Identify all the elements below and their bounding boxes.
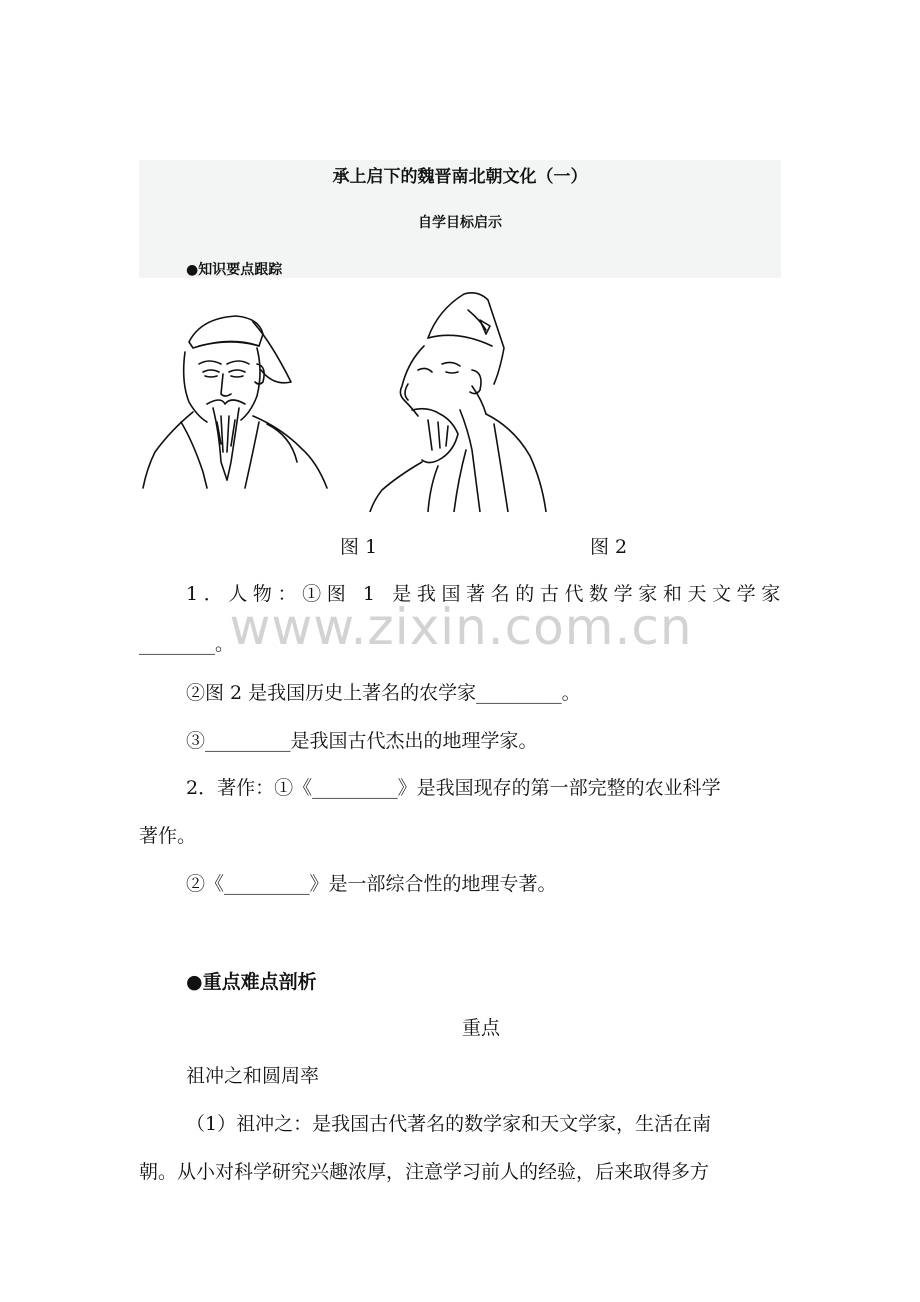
portrait-figure-2 <box>368 290 548 512</box>
question-2-line-1: 2．著作：①《_________》是我国现存的第一部完整的农业科学 <box>186 777 721 799</box>
question-1-line-2: ________。 <box>139 633 235 655</box>
question-2-line-2: 著作。 <box>139 825 197 847</box>
question-1-part-b: ②图 2 是我国历史上著名的农学家_________。 <box>186 682 581 704</box>
topic-title: 祖冲之和圆周率 <box>186 1065 320 1087</box>
document-title: 承上启下的魏晋南北朝文化（一） <box>332 167 588 187</box>
question-1-part-c: ③_________是我国古代杰出的地理学家。 <box>186 730 538 752</box>
figure-1-caption: 图 1 <box>340 536 378 558</box>
knowledge-points-heading: ●知识要点跟踪 <box>186 262 283 278</box>
paragraph-1-line-2: 朝。从小对科学研究兴趣浓厚，注意学习前人的经验，后来取得多方 <box>139 1161 710 1183</box>
question-1-line-1: 1．人物：①图 1 是我国著名的古代数学家和天文学家 <box>186 583 786 605</box>
portrait-figure-1 <box>141 312 331 490</box>
watermark: www.zixin.com.cn <box>229 598 693 656</box>
document-subtitle: 自学目标启示 <box>418 215 502 231</box>
question-2-part-b: ②《_________》是一部综合性的地理专著。 <box>186 873 557 895</box>
key-point-label: 重点 <box>462 1017 501 1039</box>
analysis-heading: ●重点难点剖析 <box>186 971 317 993</box>
figure-2-caption: 图 2 <box>590 536 628 558</box>
paragraph-1-line-1: （1）祖冲之：是我国古代著名的数学家和天文学家，生活在南 <box>186 1113 712 1135</box>
